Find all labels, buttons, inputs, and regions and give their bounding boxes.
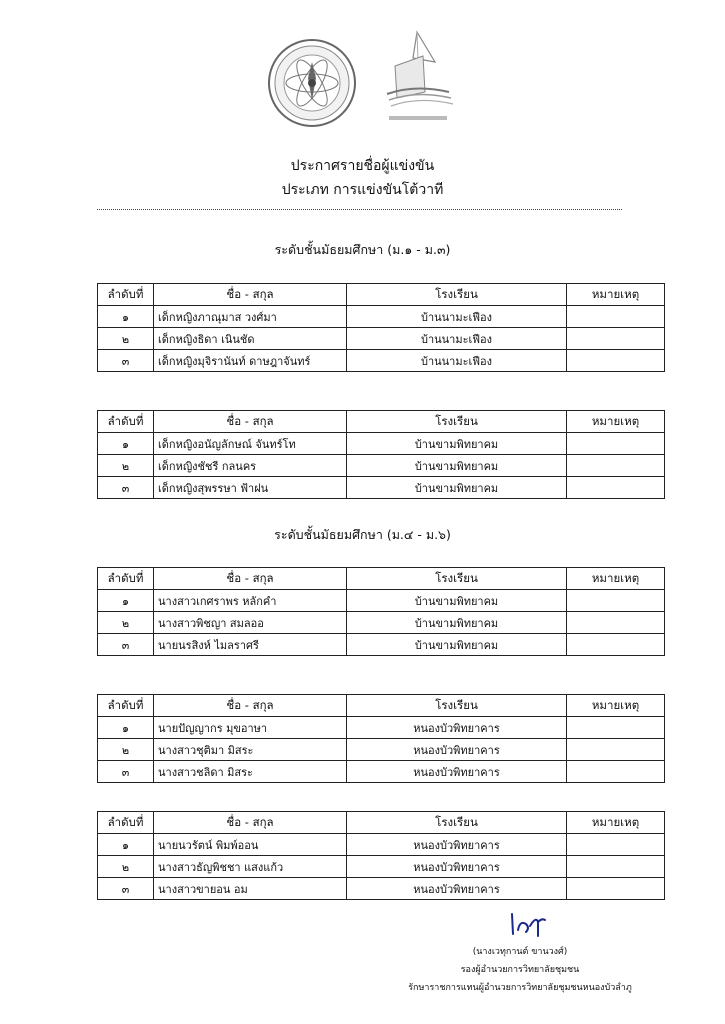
table-row bbox=[98, 590, 665, 612]
table-row bbox=[98, 634, 665, 656]
row-name: นางสาวชลิดา มิสระ bbox=[154, 761, 347, 783]
table-header-row bbox=[98, 284, 665, 306]
row-number: ๑ bbox=[98, 433, 154, 455]
signer-name: (นางเวทุกานต์ ขานวงศ์) bbox=[472, 947, 568, 957]
header-note: หมายเหตุ bbox=[567, 695, 665, 717]
row-number: ๒ bbox=[98, 455, 154, 477]
row-school: หนองบัวพิทยาคาร bbox=[347, 856, 567, 878]
row-note bbox=[567, 328, 665, 350]
row-school: บ้านขามพิทยาคม bbox=[347, 477, 567, 499]
row-school: บ้านขามพิทยาคม bbox=[347, 590, 567, 612]
row-school: บ้านขามพิทยาคม bbox=[347, 612, 567, 634]
table-row bbox=[98, 306, 665, 328]
header-note: หมายเหตุ bbox=[567, 568, 665, 590]
row-name: เด็กหญิงสุพรรษา ฟ้าฝน bbox=[154, 477, 347, 499]
table-row bbox=[98, 878, 665, 900]
header-school: โรงเรียน bbox=[347, 695, 567, 717]
row-school: บ้านขามพิทยาคม bbox=[347, 455, 567, 477]
dotted-divider bbox=[97, 209, 622, 210]
row-name: เด็กหญิงชัชรี กลนคร bbox=[154, 455, 347, 477]
table-row bbox=[98, 761, 665, 783]
table-header-row bbox=[98, 812, 665, 834]
roster-table bbox=[97, 694, 665, 783]
row-note bbox=[567, 455, 665, 477]
row-number: ๑ bbox=[98, 834, 154, 856]
row-name: นายนรสิงห์ ไมลราศรี bbox=[154, 634, 347, 656]
row-school: บ้านขามพิทยาคม bbox=[347, 634, 567, 656]
roster-table bbox=[97, 811, 665, 900]
table-row bbox=[98, 717, 665, 739]
row-school: หนองบัวพิทยาคาร bbox=[347, 717, 567, 739]
signer-position: รองผู้อำนวยการวิทยาลัยชุมชน bbox=[460, 965, 580, 975]
row-number: ๓ bbox=[98, 878, 154, 900]
row-note bbox=[567, 739, 665, 761]
row-school: หนองบัวพิทยาคาร bbox=[347, 878, 567, 900]
row-school: บ้านนามะเฟือง bbox=[347, 306, 567, 328]
table-row bbox=[98, 433, 665, 455]
government-seal-logo bbox=[266, 38, 358, 128]
table-header-row bbox=[98, 568, 665, 590]
row-number: ๒ bbox=[98, 739, 154, 761]
row-school: บ้านขามพิทยาคม bbox=[347, 433, 567, 455]
page-title: ประกาศรายชื่อผู้แข่งขัน bbox=[290, 158, 435, 174]
row-note bbox=[567, 350, 665, 372]
header-order: ลำดับที่ bbox=[98, 411, 154, 433]
header-order: ลำดับที่ bbox=[98, 812, 154, 834]
header-note: หมายเหตุ bbox=[567, 284, 665, 306]
row-school: หนองบัวพิทยาคาร bbox=[347, 834, 567, 856]
header-school: โรงเรียน bbox=[347, 411, 567, 433]
handwritten-signature bbox=[508, 908, 548, 938]
row-number: ๓ bbox=[98, 634, 154, 656]
row-school: หนองบัวพิทยาคาร bbox=[347, 739, 567, 761]
header-order: ลำดับที่ bbox=[98, 284, 154, 306]
header-name: ชื่อ - สกุล bbox=[154, 284, 347, 306]
header-name: ชื่อ - สกุล bbox=[154, 695, 347, 717]
header-note: หมายเหตุ bbox=[567, 411, 665, 433]
row-name: เด็กหญิงอนัญลักษณ์ จันทร์โท bbox=[154, 433, 347, 455]
signer-acting-position: รักษาราชการแทนผู้อำนวยการวิทยาลัยชุมชนหนองบัวลำภู bbox=[408, 983, 632, 993]
header-note: หมายเหตุ bbox=[567, 812, 665, 834]
header-school: โรงเรียน bbox=[347, 812, 567, 834]
section-level-heading: ระดับชั้นมัธยมศึกษา (ม.๑ - ม.๓) bbox=[274, 242, 451, 257]
row-note bbox=[567, 761, 665, 783]
row-note bbox=[567, 834, 665, 856]
table-row bbox=[98, 455, 665, 477]
row-name: นางสาวเกศราพร หลักคำ bbox=[154, 590, 347, 612]
row-school: หนองบัวพิทยาคาร bbox=[347, 761, 567, 783]
row-number: ๒ bbox=[98, 612, 154, 634]
table-row bbox=[98, 856, 665, 878]
header-school: โรงเรียน bbox=[347, 568, 567, 590]
row-note bbox=[567, 878, 665, 900]
row-note bbox=[567, 477, 665, 499]
row-number: ๑ bbox=[98, 590, 154, 612]
row-number: ๒ bbox=[98, 328, 154, 350]
row-school: บ้านนามะเฟือง bbox=[347, 350, 567, 372]
row-name: นายนวรัตน์ พิมพ์ออน bbox=[154, 834, 347, 856]
header-school: โรงเรียน bbox=[347, 284, 567, 306]
row-number: ๑ bbox=[98, 717, 154, 739]
row-note bbox=[567, 306, 665, 328]
row-name: เด็กหญิงธิดา เนินชัด bbox=[154, 328, 347, 350]
row-note bbox=[567, 717, 665, 739]
row-note bbox=[567, 433, 665, 455]
table-header-row bbox=[98, 411, 665, 433]
header-order: ลำดับที่ bbox=[98, 695, 154, 717]
row-number: ๒ bbox=[98, 856, 154, 878]
header-name: ชื่อ - สกุล bbox=[154, 812, 347, 834]
row-note bbox=[567, 634, 665, 656]
roster-table bbox=[97, 567, 665, 656]
row-note bbox=[567, 590, 665, 612]
roster-table bbox=[97, 283, 665, 372]
section-level-heading: ระดับชั้นมัธยมศึกษา (ม.๔ - ม.๖) bbox=[274, 527, 451, 542]
row-name: นายปัญญากร มุขอาษา bbox=[154, 717, 347, 739]
row-name: นางสาวพิชญา สมลออ bbox=[154, 612, 347, 634]
college-logo bbox=[375, 28, 457, 130]
header-name: ชื่อ - สกุล bbox=[154, 411, 347, 433]
page-subtitle: ประเภท การแข่งขันโต้วาที bbox=[281, 182, 444, 198]
table-header-row bbox=[98, 695, 665, 717]
row-number: ๓ bbox=[98, 350, 154, 372]
row-number: ๓ bbox=[98, 761, 154, 783]
table-row bbox=[98, 834, 665, 856]
table-row bbox=[98, 612, 665, 634]
header-order: ลำดับที่ bbox=[98, 568, 154, 590]
row-number: ๓ bbox=[98, 477, 154, 499]
row-number: ๑ bbox=[98, 306, 154, 328]
row-note bbox=[567, 856, 665, 878]
row-name: นางสาวชุติมา มิสระ bbox=[154, 739, 347, 761]
header-name: ชื่อ - สกุล bbox=[154, 568, 347, 590]
roster-table bbox=[97, 410, 665, 499]
table-row bbox=[98, 328, 665, 350]
row-name: นางสาวขายอน อม bbox=[154, 878, 347, 900]
table-row bbox=[98, 350, 665, 372]
row-name: เด็กหญิงภาณุมาส วงศ์มา bbox=[154, 306, 347, 328]
row-school: บ้านนามะเฟือง bbox=[347, 328, 567, 350]
table-row bbox=[98, 739, 665, 761]
row-name: เด็กหญิงมุจิรานันท์ ดาษฎาจันทร์ bbox=[154, 350, 347, 372]
table-row bbox=[98, 477, 665, 499]
row-note bbox=[567, 612, 665, 634]
row-name: นางสาวธัญพิชชา แสงแก้ว bbox=[154, 856, 347, 878]
